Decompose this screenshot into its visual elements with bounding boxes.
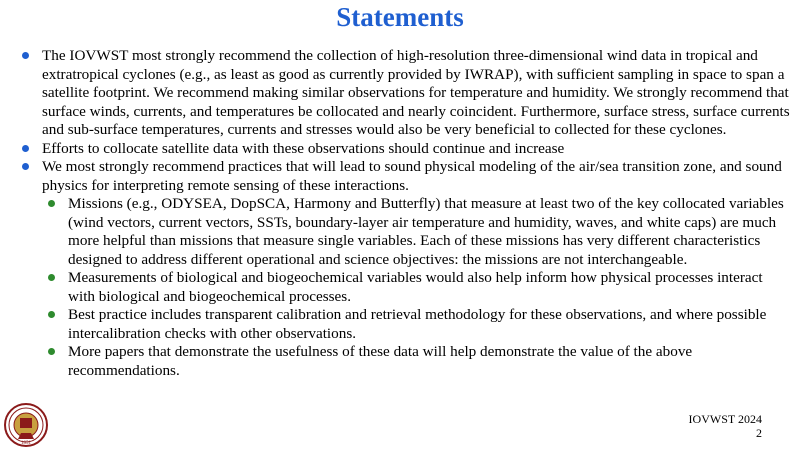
bullet-dot-icon [22, 52, 29, 59]
bullet-item [20, 140, 790, 159]
slide-footer [622, 412, 762, 440]
seal-year: 1851 [21, 441, 31, 446]
sub-bullet-item [20, 343, 790, 380]
bullet-text: We most strongly recommend practices that will lead to sound physical modeling of the air/sea transition zone, and sound physics for interpreting remote sensing of these interactions. [42, 158, 782, 194]
page-number: 2 [756, 426, 762, 440]
bullet-dot-icon [22, 163, 29, 170]
sub-bullet-text: Measurements of biological and biogeochemical variables would also help inform how physical processes interact with biological and biogeochemical processes. [68, 269, 763, 305]
university-seal-icon [4, 403, 48, 447]
sub-bullet-item [20, 195, 790, 269]
bullet-text: Efforts to collocate satellite data with these observations should continue and increase [42, 139, 565, 157]
bullet-item [20, 158, 790, 195]
sub-bullet-dot-icon [48, 348, 55, 355]
sub-bullet-dot-icon [48, 311, 55, 318]
bullet-item [20, 47, 790, 140]
sub-bullet-text: More papers that demonstrate the usefulness of these data will help demonstrate the value of the above recommendations. [68, 343, 693, 379]
sub-bullet-item [20, 269, 790, 306]
sub-bullet-dot-icon [48, 200, 55, 207]
bullet-dot-icon [22, 145, 29, 152]
sub-bullet-item [20, 306, 790, 343]
sub-bullet-text: Missions (e.g., ODYSEA, DopSCA, Harmony and Butterfly) that measure at least two of the key collocated variables (wind vectors, current vectors, SSTs, boundary-layer air temperature and humidity, waves, and white caps) are much more helpful than missions that measure single variables. Each of these missions has very different characteristics designed to address different operational and science objectives: the missions are not interchangeable. [68, 195, 784, 268]
sub-bullet-dot-icon [48, 274, 55, 281]
bullet-text: The IOVWST most strongly recommend the collection of high-resolution three-dimensional wind data in tropical and extratropical cyclones (e.g., as least as good as currently provided by IWRAP), with sufficient sampling in space to span a satellite footprint. We recommend making similar observations for temperature and humidity. We strongly recommend that surface winds, currents, and temperatures be collocated and nearly coincident. Furthermore, surface stress, surface currents and sub-surface temperatures, currents and stresses would also be very beneficial to collected for these cyclones. [42, 47, 790, 138]
slide-title: Statements [336, 2, 464, 32]
slide-content [20, 47, 790, 380]
sub-bullet-text: Best practice includes transparent calibration and retrieval methodology for these observations, and where possible intercalibration checks with other observations. [68, 306, 767, 342]
footer-label: IOVWST 2024 [688, 412, 762, 426]
